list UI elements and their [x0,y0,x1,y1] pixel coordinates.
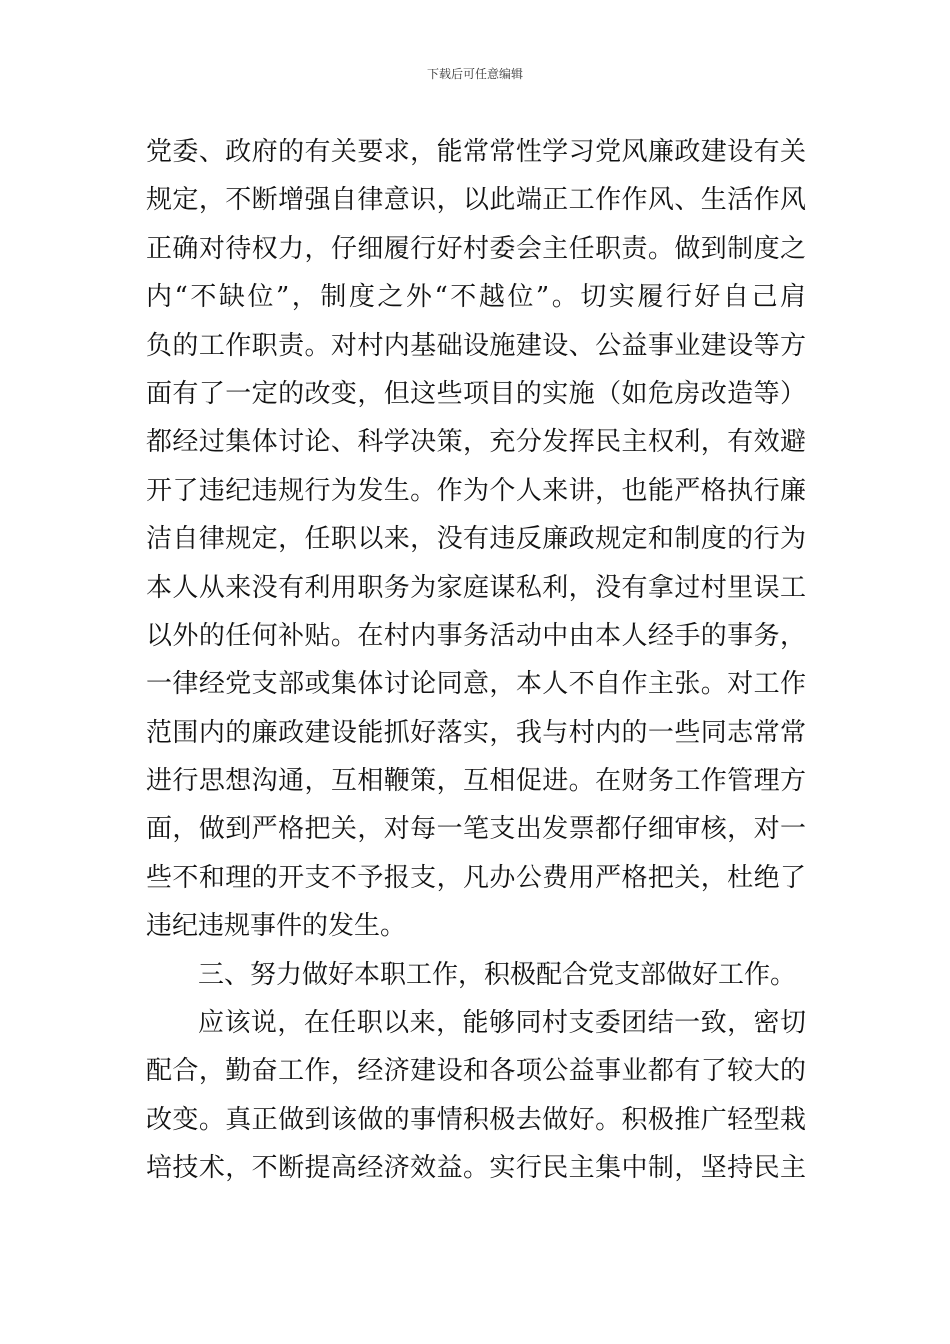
paragraph-work [146,999,806,1193]
text-line: 一律经党支部或集体讨论同意，本人不自作主张。对工作 [146,669,806,700]
text-line: 正确对待权力，仔细履行好村委会主任职责。做到制度之 [146,233,806,264]
text-line: 面有了一定的改变，但这些项目的实施（如危房改造等） [146,378,806,409]
text-line: 规定，不断增强自律意识，以此端正工作作风、生活作风 [146,185,806,216]
page-header: 下载后可任意编辑 [426,67,523,81]
text-line: 进行思想沟通，互相鞭策，互相促进。在财务工作管理方 [146,766,806,797]
text-line: 配合，勤奋工作，经济建设和各项公益事业都有了较大的 [146,1056,806,1087]
text-line: 本人从来没有利用职务为家庭谋私利，没有拿过村里误工 [146,572,806,603]
text-line: 开了违纪违规行为发生。作为个人来讲，也能严格执行廉 [146,475,806,506]
text-line: 应该说，在任职以来，能够同村支委团结一致，密切 [198,1008,806,1039]
text-line: 党委、政府的有关要求，能常常性学习党风廉政建设有关 [146,137,806,167]
text-line: 培技术，不断提高经济效益。实行民主集中制，坚持民主 [146,1153,806,1184]
text-line: 改变。真正做到该做的事情积极去做好。积极推广轻型栽 [146,1104,806,1135]
text-line: 洁自律规定，任职以来，没有违反廉政规定和制度的行为 [146,524,806,555]
text-line: 面，做到严格把关，对每一笔支出发票都仔细审核，对一 [146,814,806,845]
text-line: 都经过集体讨论、科学决策，充分发挥民主权利，有效避 [146,427,806,458]
section-heading: 三、努力做好本职工作，积极配合党支部做好工作。 [198,959,797,990]
text-line: 违纪违规事件的发生。 [146,911,407,942]
document-body [146,128,806,1193]
text-line: 以外的任何补贴。在村内事务活动中由本人经手的事务， [146,620,806,651]
text-line: 内“不缺位”，制度之外“不越位”。切实履行好自己肩 [146,282,806,313]
paragraph-integrity [146,128,806,951]
text-line: 些不和理的开支不予报支，凡办公费用严格把关，杜绝了 [146,862,806,893]
text-line: 负的工作职责。对村内基础设施建设、公益事业建设等方 [146,330,806,361]
text-line: 范围内的廉政建设能抓好落实，我与村内的一些同志常常 [146,717,806,748]
